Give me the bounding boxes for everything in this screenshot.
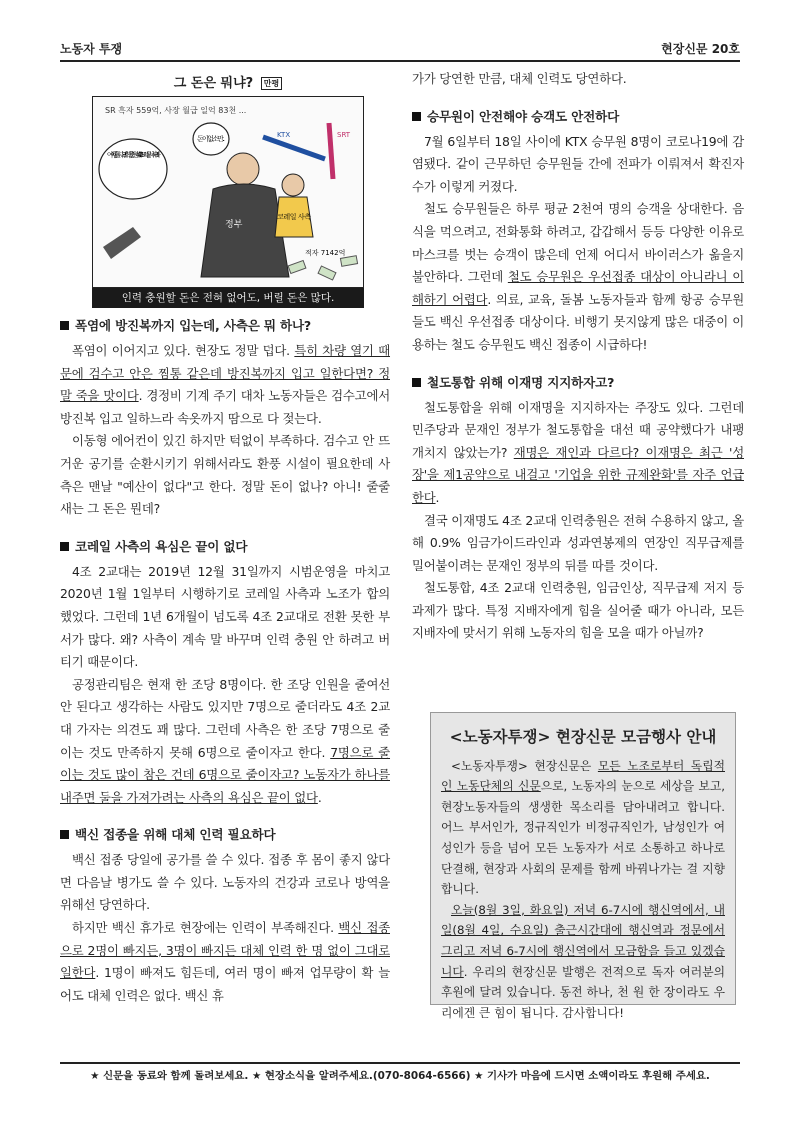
cartoon-top-text: SR 흑자 559억, 사장 월급 일억 83천 ... — [105, 106, 247, 115]
section-heading — [412, 373, 744, 393]
square-bullet-icon — [412, 378, 421, 387]
paragraph — [60, 340, 390, 430]
header-right: 현장신문 20호 — [661, 42, 740, 56]
cartoon-stamp: 만평 — [261, 77, 282, 90]
section-heading-text: 철도통합 위해 이재명 지지하자고? — [427, 374, 615, 390]
cartoon-title — [92, 72, 364, 91]
section-heading — [60, 825, 390, 845]
square-bullet-icon — [412, 112, 421, 121]
paragraph — [412, 397, 744, 510]
text-run: 4조 2교대는 2019년 12월 31일까지 시범운영을 마치고 2020년 1월 1일부터 시행하기로 코레일 사측과 노조가 합의했었다. 그런데 1년 6개월이 넘도록 4조 2교대로 전환 못한 부서가 많다. 왜? 사측이 계속 말 바꾸며 인력 충원 안 하려고 버티기 때문이다. — [60, 563, 390, 670]
section-heading-text: 백신 접종을 위해 대체 인력 필요하다 — [75, 827, 276, 843]
page-footer: ★ 신문을 동료와 함께 돌려보세요. ★ 현장소식을 알려주세요.(070-8064-6566) ★ 기사가 마음에 드시면 소액이라도 후원해 주세요. — [90, 1070, 710, 1082]
cartoon-label-korail: 코레일 사측 — [277, 213, 311, 221]
cartoon-label-ktx: KTX — [277, 131, 291, 139]
underlined-text: 모든 노조로부터 독립적인 노동단체의 신문 — [441, 758, 725, 794]
section-heading — [412, 107, 744, 127]
money-bill-icon — [288, 261, 306, 274]
notice-title: <노동자투쟁> 현장신문 모금행사 안내 — [449, 728, 717, 746]
text-run: 하지만 백신 휴가로 현장에는 인력이 부족해진다. — [72, 920, 339, 936]
section-heading-text: 폭염에 방진복까지 입는데, 사측은 뭐 하나? — [75, 318, 312, 333]
cartoon-bubble-money: 돈이 없소만... — [197, 135, 225, 143]
paragraph — [60, 430, 390, 520]
cartoon-bubble-workers: 아이 힘들다고! 인력을 충원해 4조 2교대 실시하라!! — [107, 151, 161, 159]
section-heading — [60, 537, 390, 557]
text-run: . 1명이 빠져도 힘든데, 여러 명이 빠져 업무량이 확 늘어도 대체 인력은 없다. 백신 휴 — [60, 965, 390, 1003]
worker-bubble-shape — [99, 139, 167, 199]
underlined-text: 오늘(8월 3일, 화요일) 저녁 6-7시에 행신역에서, 내일(8월 4일, 수요일) 출근시간대에 행신역과 정문에서 그리고 저녁 6-7시에 행신역에서 모금함을 들고 있겠습니다 — [441, 902, 725, 979]
text-run: 철도통합을 위해 이재명을 지지하자는 주장도 있다. 그런데 민주당과 문재인 정부가 철도통합을 대선 때 공약했다가 내팽개치지 않았는가? — [412, 399, 744, 460]
text-run: 으로, 노동자의 눈으로 세상을 보고, 현장노동자들의 생생한 목소리를 담아내려고 합니다. 어느 부서인가, 정규직인가 비정규직인가, 남성인가 여성인가 등을 넘어 모든 노동자가 서로 소통하고 하나로 단결해, 현장과 사회의 문제를 함께 바꿔나가는 걸 지향합니다. — [441, 779, 725, 897]
text-run: 백신 접종 당일에 공가를 쓸 수 있다. 접종 후 몸이 좋지 않다면 다음날 병가도 쓸 수 있다. 노동자의 건강과 코로나 방역을 위해선 당연하다. — [60, 852, 390, 913]
cartoon-panel — [92, 96, 364, 288]
footer-rule — [60, 1062, 740, 1064]
paragraph — [60, 674, 390, 810]
paragraph — [60, 849, 390, 917]
gov-head-icon — [227, 153, 259, 185]
worker-hand-icon — [103, 227, 141, 259]
money-bill-icon — [340, 256, 357, 267]
header-rule — [60, 60, 740, 62]
underlined-text: 재명은 재인과 다르다? 이재명은 최근 '성장'을 제1공약으로 내걸고 '기업을 위한 규제완화'를 자주 언급한다 — [412, 444, 744, 505]
square-bullet-icon — [60, 321, 69, 330]
paragraph — [60, 917, 390, 1007]
text-run: . — [435, 489, 440, 505]
text-run: . — [317, 789, 322, 805]
text-run: <노동자투쟁> 현장신문은 — [451, 758, 598, 773]
underlined-text: 특히 차량 열기 때문에 검수고 안은 찜통 같은데 방진복까지 입고 일한다면? 정말 죽을 맛이다 — [60, 343, 391, 404]
money-bill-icon — [318, 266, 336, 280]
underlined-text: 백신 접종으로 2명이 빠지든, 3명이 빠지든 대체 인력 한 명 없이 그대로 일한다 — [60, 920, 390, 981]
paragraph — [412, 198, 744, 356]
cartoon-label-srt: SRT — [337, 131, 351, 139]
page-header — [60, 36, 740, 60]
text-run: . 경정비 기계 주기 대차 노동자들은 검수고에서 방진복 입고 일하느라 속옷까지 땀으로 다 젖는다. — [60, 388, 390, 426]
text-run: 폭염이 이어지고 있다. 현장도 정말 덥다. — [72, 343, 295, 358]
text-run: 결국 이재명도 4조 2교대 인력충원은 전혀 수용하지 않고, 올해 0.9% 임금가이드라인과 성과연봉제의 연장인 직무급제를 밀어붙이려는 문재인 정부의 뒤를 따를 것이다. — [412, 512, 744, 573]
underlined-text: 7명으로 줄이는 것도 많이 참은 건데 6명으로 줄이자고? 노동자가 하나를 내주면 둘을 가져가려는 사측의 욕심은 끝이 없다 — [60, 744, 391, 805]
korail-head-icon — [282, 174, 304, 196]
fundraising-notice — [430, 712, 736, 1020]
section-heading-text: 승무원이 안전해야 승객도 안전하다 — [427, 108, 620, 124]
section-heading-text: 코레일 사측의 욕심은 끝이 없다 — [75, 538, 248, 554]
paragraph — [412, 577, 744, 645]
left-column — [60, 308, 390, 1007]
text-run: 철도통합, 4조 2교대 인력충원, 임금인상, 직무급제 저지 등 과제가 많다. 특정 지배자에게 힘을 실어줄 때가 아니라, 모든 지배자에 맞서기 위해 노동자의 힘을 모을 때가 아닐까? — [412, 580, 744, 641]
paragraph — [412, 510, 744, 578]
paragraph — [441, 900, 725, 1024]
paragraph — [441, 756, 725, 900]
square-bullet-icon — [60, 830, 69, 839]
text-run: . 의료, 교육, 돌봄 노동자들과 함께 항공 승무원들도 백신 우선접종 대상이다. 비행기 못지않게 많은 대중이 이용하는 철도 승무원도 백신 접종이 시급하다! — [412, 291, 744, 352]
cartoon-drawing — [93, 97, 364, 288]
text-run: 철도 승무원들은 하루 평균 2천여 명의 승객을 상대한다. 음식을 먹으려고, 전화통화 하려고, 갑갑해서 등등 다양한 이유로 마스크를 벗는 승객이 많은데 언제 어디서 바이러스가 옮을지 불안하다. 그런데 — [412, 201, 744, 285]
cartoon — [92, 72, 364, 308]
underlined-text: 철도 승무원은 우선접종 대상이 아니라니 이해하기 어렵다 — [412, 269, 744, 307]
cartoon-label-gov: 정부 — [225, 220, 243, 230]
ktx-stick-icon — [263, 137, 325, 159]
cartoon-label-deficit: 적자 7142억 — [305, 249, 346, 257]
text-run: 공정관리팀은 현재 한 조당 8명이다. 한 조당 인원을 줄여선 안 된다고 생각하는 사람도 있지만 7명으로 줄더라도 4조 2교대 가자는 의견도 꽤 많다. 그런데 사측은 한 조당 7명으로 줄이는 것도 만족하지 못해 6명으로 줄이자고 한다. — [60, 676, 390, 760]
cartoon-caption: 인력 충원할 돈은 전혀 없어도, 버릴 돈은 많다. — [92, 288, 364, 308]
text-run: 이동형 에어컨이 있긴 하지만 턱없이 부족하다. 검수고 안 뜨거운 공기를 순환시키기 위해서라도 환풍 시설이 필요한데 사측은 맨날 "예산이 없다"고 한다. 정말 돈이 없나? 아니! 줄줄 새는 그 돈은 뭔데? — [60, 433, 390, 517]
square-bullet-icon — [60, 542, 69, 551]
header-left: 노동자 투쟁 — [60, 42, 123, 56]
section-heading — [60, 316, 390, 336]
text-run: . 우리의 현장신문 발행은 전적으로 독자 여러분의 후원에 달려 있습니다. 동전 하나, 천 원 한 장이라도 우리에겐 큰 힘이 됩니다. 감사합니다! — [441, 964, 725, 1020]
text-run: 7월 6일부터 18일 사이에 KTX 승무원 8명이 코로나19에 감염됐다. 같이 근무하던 승무원들 간에 전파가 이뤄져서 확진자 수가 이렇게 커졌다. — [412, 133, 744, 194]
cartoon-title-text: 그 돈은 뭐냐? — [173, 76, 254, 91]
paragraph — [412, 131, 744, 199]
paragraph — [60, 561, 390, 674]
right-lead: 가가 당연한 만큼, 대체 인력도 당연하다. — [412, 71, 627, 86]
right-column — [412, 68, 744, 645]
srt-stick-icon — [329, 123, 333, 179]
